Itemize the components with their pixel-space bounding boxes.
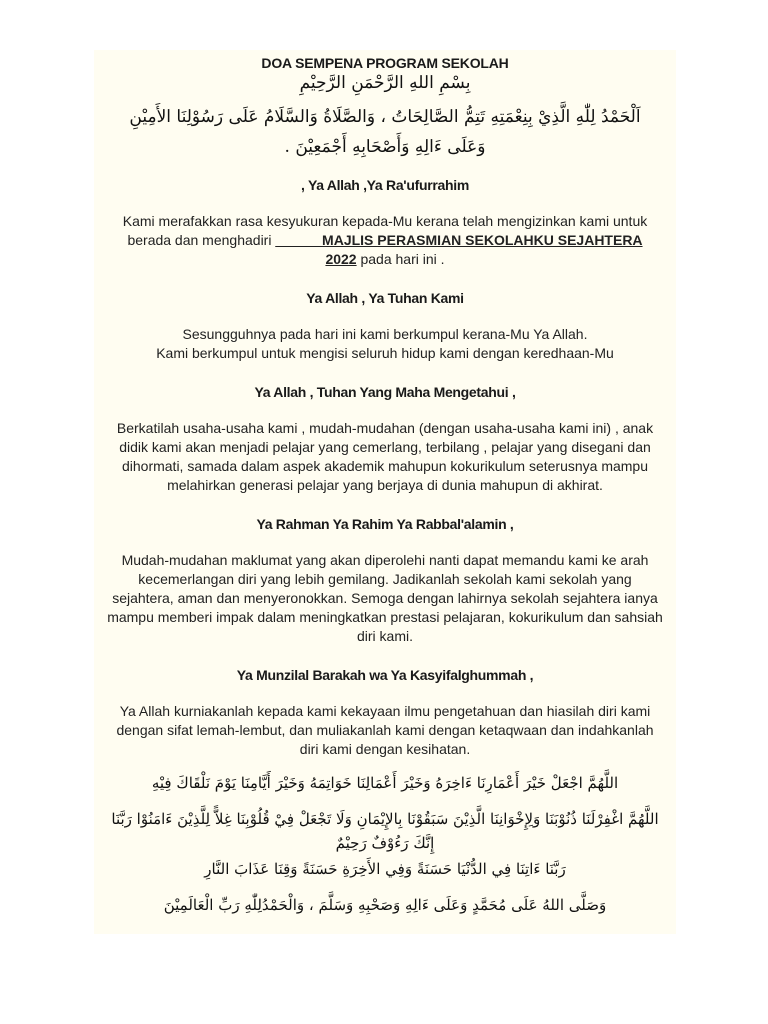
closing-arabic-line: وَصَلَّى اللهُ عَلَى مُحَمَّدٍ وَعَلَى ءَالِهِ وَصَحْبِهِ وَسَلَّمَ ، وَالْحَمْدُلِلّٰهِ رَبِّ الْعَالَمِيْنَ — [163, 896, 607, 914]
paragraph-text: pada hari ini . — [356, 251, 445, 267]
event-name: ______MAJLIS PERASMIAN SEKOLAHKU SEJAHTERA 2022 — [275, 232, 643, 267]
basmalah: بِسْمِ اللهِ الرَّحْمَنِ الرَّحِيْمِ — [299, 73, 471, 93]
section-heading: , Ya Allah ,Ya Ra'ufurrahim — [301, 177, 469, 193]
section-heading: Ya Allah , Tuhan Yang Maha Mengetahui , — [254, 384, 516, 400]
closing-arabic — [102, 771, 668, 917]
section-paragraph — [102, 212, 668, 269]
opening-arabic-line: اَلْحَمْدُ لِلّٰهِ الَّذِيْ بِنِعْمَتِهِ تَتِمُّ الصَّالِحَاتُ ، وَالصَّلَاةُ وَالسَّلَامُ عَلَى رَسُوْلِنَا الأَمِيْنِ — [129, 107, 641, 127]
document-title: DOA SEMPENA PROGRAM SEKOLAH — [261, 55, 509, 71]
paragraph-line: Kami berkumpul untuk mengisi seluruh hidup kami dengan keredhaan-Mu — [156, 345, 614, 361]
closing-arabic-line: اللَّهُمَّ اغْفِرْلَنَا ذُنُوْبَنَا وَلِإِخْوَانِنَا الَّذِيْنَ سَبَقُوْنَا بِالإِيْمَانِ وَلَا تَجْعَلْ فِيْ قُلُوْبِنَا غِلاًّ لِلَّذِيْنَ ءَامَنُوْا رَبَّنَا إِنَّكَ رَءُوْفٌ رَحِيْمٌ — [111, 810, 659, 852]
section-paragraph: Berkatilah usaha-usaha kami , mudah-mudahan (dengan usaha-usaha kami ini) , anak didik kami akan menjadi pelajar yang cemerlang, terbilang , pelajar yang disegani dan dihormati, samada dalam aspek akademik mahupun kokurikulum seterusnya mampu melahirkan generasi pelajar yang berjaya di dunia mahupun di akhirat. — [116, 420, 654, 493]
paragraph-text: Kami merafakkan rasa kesyukuran kepada-Mu kerana telah mengizinkan kami untuk berada dan menghadiri — [122, 213, 648, 248]
section-heading: Ya Allah , Ya Tuhan Kami — [306, 290, 464, 306]
section-paragraph: Ya Allah kurniakanlah kepada kami kekayaan ilmu pengetahuan dan hiasilah diri kami dengan sifat lemah-lembut, dan muliakanlah kami dengan ketaqwaan dan indahkanlah diri kami dengan kesihatan. — [116, 703, 654, 757]
section-heading: Ya Rahman Ya Rahim Ya Rabbal'alamin , — [256, 516, 514, 532]
closing-arabic-line: اللَّهُمَّ اجْعَلْ خَيْرَ أَعْمَارِنَا ءَاخِرَهُ وَخَيْرَ أَعْمَالِنَا خَوَاتِمَهُ وَخَيْرَ أَيَّامِنَا يَوْمَ نَلْقَاكَ فِيْهِ — [151, 774, 619, 792]
section-paragraph: Mudah-mudahan maklumat yang akan diperolehi nanti dapat memandu kami ke arah kecemerlangan diri yang lebih gemilang. Jadikanlah sekolah kami sekolah yang sejahtera, aman dan menyeronokkan. Semoga dengan lahirnya sekolah sejahtera ianya mampu memberi impak dalam meningkatkan prestasi pelajaran, kokurikulum dan sahsiah diri kami. — [107, 552, 663, 644]
closing-arabic-line: رَبَّنَا ءَاتِنَا فِي الدُّنْيَا حَسَنَةً وَفِي الأَخِرَةِ حَسَنَةً وَقِنَا عَذَابَ النَّارِ — [204, 860, 566, 878]
paragraph-line: Sesungguhnya pada hari ini kami berkumpul kerana-Mu Ya Allah. — [182, 326, 588, 342]
document-page — [94, 50, 676, 934]
section-paragraph — [102, 325, 668, 363]
opening-arabic-line: وَعَلَى ءَالِهِ وَأَصْحَابِهِ أَجْمَعِيْنَ . — [284, 137, 486, 157]
opening-arabic — [102, 102, 668, 162]
section-heading: Ya Munzilal Barakah wa Ya Kasyifalghummah , — [236, 667, 534, 683]
